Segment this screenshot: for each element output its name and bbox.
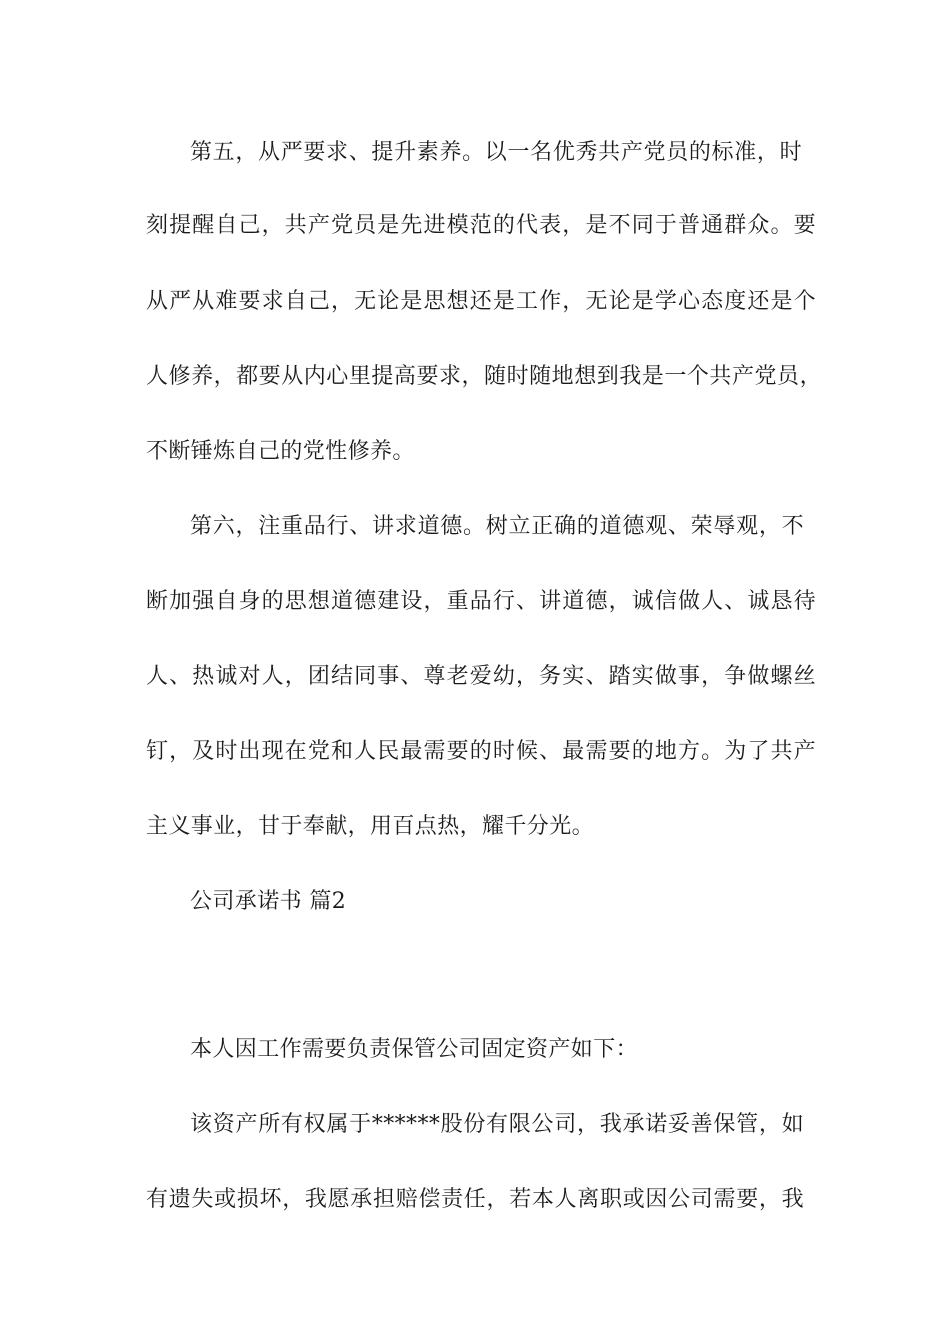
section-heading: 公司承诺书 篇2: [190, 889, 347, 914]
paragraph-6-line-1: 第六，注重品行、讲求道德。树立正确的道德观、荣辱观，不: [190, 514, 804, 539]
paragraph-6-line-4: 钉，及时出现在党和人民最需要的时候、最需要的地方。为了共产: [146, 739, 816, 764]
paragraph-6-line-3: 人、热诚对人，团结同事、尊老爱幼，务实、踏实做事，争做螺丝: [146, 664, 816, 689]
paragraph-5-line-3: 从严从难要求自己，无论是思想还是工作，无论是学心态度还是个: [146, 289, 816, 314]
paragraph-commitment-line-1: 该资产所有权属于******股份有限公司，我承诺妥善保管，如: [190, 1112, 804, 1137]
paragraph-commitment-line-2: 有遗失或损坏，我愿承担赔偿责任，若本人离职或因公司需要，我: [146, 1187, 804, 1212]
paragraph-6-line-5: 主义事业，甘于奉献，用百点热，耀千分光。: [146, 814, 595, 839]
paragraph-5-line-2: 刻提醒自己，共产党员是先进模范的代表，是不同于普通群众。要: [146, 213, 816, 238]
paragraph-5-line-5: 不断锤炼自己的党性修养。: [146, 439, 415, 464]
paragraph-5-line-1: 第五，从严要求、提升素养。以一名优秀共产党员的标准，时: [190, 140, 802, 165]
paragraph-5-line-4: 人修养，都要从内心里提高要求，随时随地想到我是一个共产党员，: [146, 364, 822, 389]
paragraph-intro: 本人因工作需要负责保管公司固定资产如下：: [190, 1037, 639, 1062]
paragraph-6-line-2: 断加强自身的思想道德建设，重品行、讲道德，诚信做人、诚恳待: [146, 589, 816, 614]
